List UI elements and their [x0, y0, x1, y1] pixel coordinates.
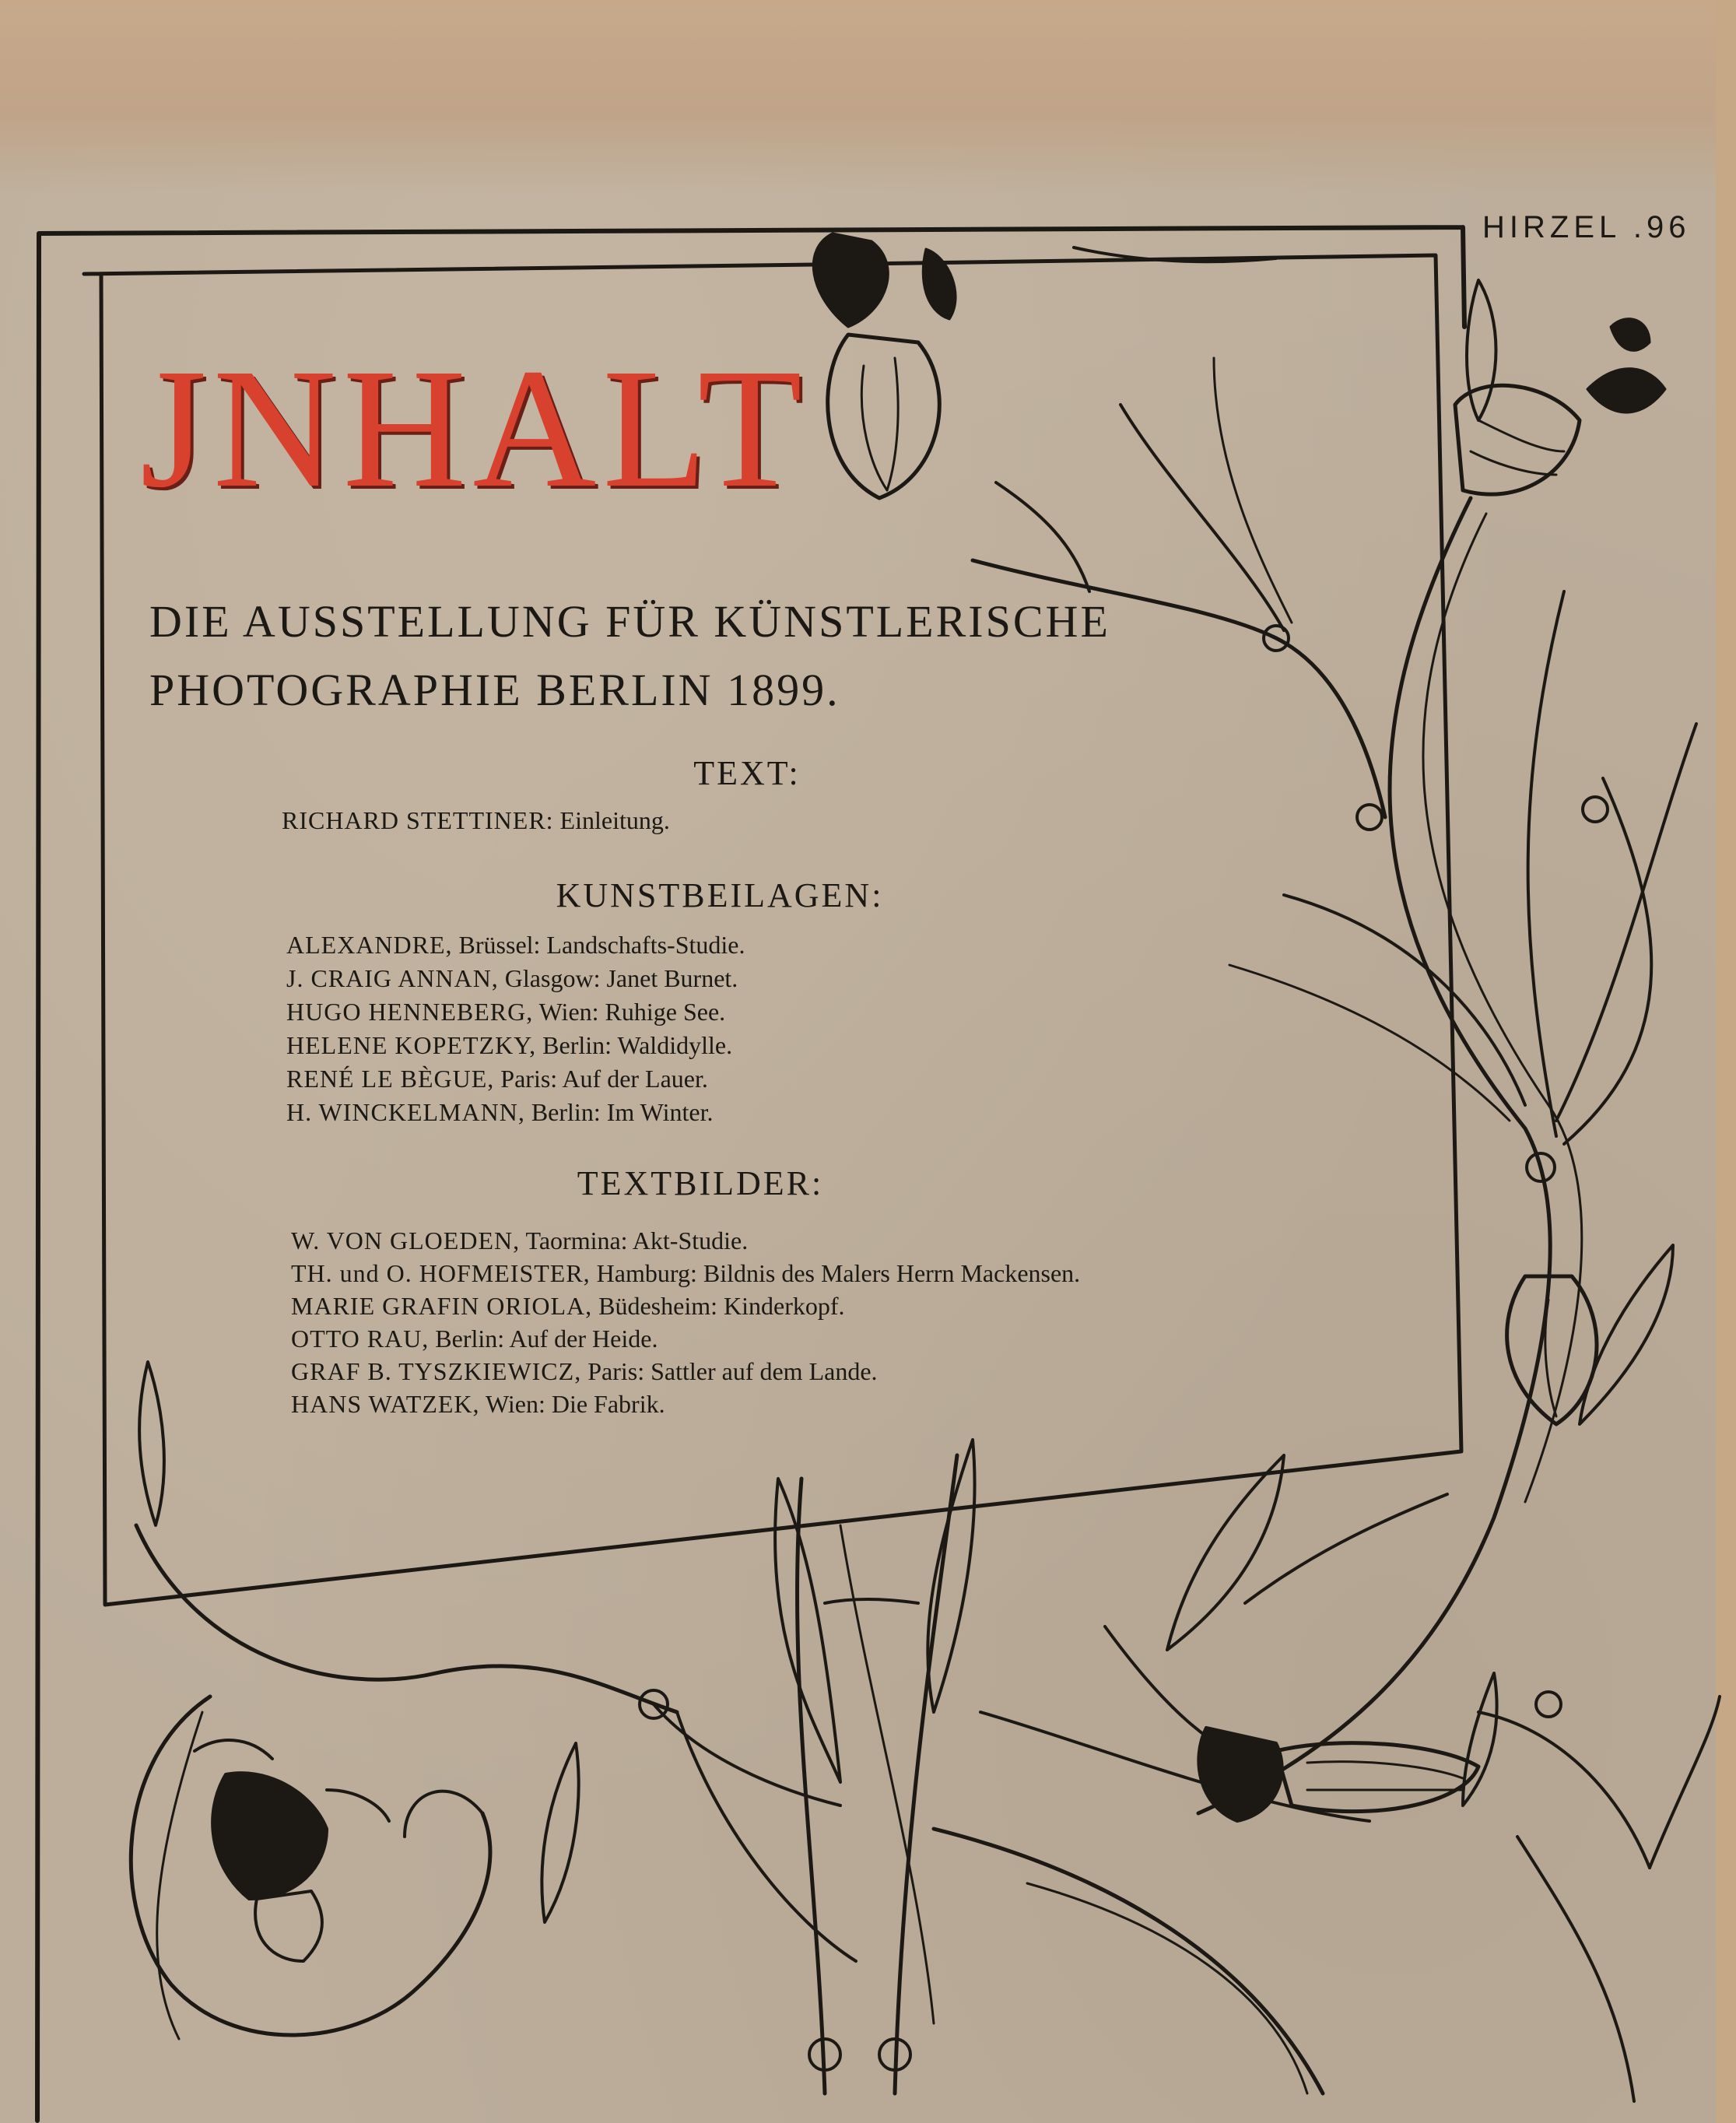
entry-author: TH. und O. HOFMEISTER,	[291, 1259, 591, 1287]
stem-node	[1583, 797, 1608, 822]
textbild-entry	[291, 1326, 658, 1351]
textbild-entry	[291, 1359, 878, 1384]
flower-bottom-left	[195, 1740, 389, 1961]
text-entry	[282, 808, 670, 833]
section-heading-textbilder: TEXTBILDER:	[577, 1164, 824, 1202]
section-heading-kunstbeilagen: KUNSTBEILAGEN:	[556, 876, 884, 914]
subtitle-line-1: DIE AUSSTELLUNG FÜR KÜNSTLERISCHE	[149, 596, 1110, 647]
entry-title: Paris: Sattler auf dem Lande.	[581, 1357, 878, 1385]
kunstbeilage-entry	[286, 1100, 713, 1125]
vine-lower-left-loop	[136, 1525, 677, 1712]
entry-author: RENÉ LE BÈGUE,	[286, 1065, 495, 1093]
entry-title: Büdesheim: Kinderkopf.	[592, 1292, 845, 1320]
kunstbeilage-entry	[286, 1033, 732, 1058]
subtitle-line-2: PHOTOGRAPHIE BERLIN 1899.	[149, 665, 840, 715]
entry-author: HELENE KOPETZKY,	[286, 1031, 537, 1059]
entry-title: Taormina: Akt-Studie.	[520, 1226, 749, 1254]
entry-author: MARIE GRAFIN ORIOLA,	[291, 1292, 593, 1320]
artist-signature: HIRZEL .96	[1482, 210, 1691, 244]
kunstbeilage-entry	[286, 999, 725, 1024]
entry-author: GRAF B. TYSZKIEWICZ,	[291, 1357, 582, 1385]
entry-author: ALEXANDRE,	[286, 931, 453, 959]
section-heading-text: TEXT:	[693, 754, 801, 792]
entry-title: Berlin: Im Winter.	[524, 1098, 714, 1126]
textbild-entry	[291, 1228, 748, 1253]
vine-bottom-stems	[797, 1479, 825, 2093]
vine-right-main	[1198, 498, 1550, 1813]
leaf	[928, 1440, 974, 1712]
flower-top-center	[828, 335, 940, 498]
textbild-entry	[291, 1391, 665, 1416]
stem-node	[1357, 805, 1382, 830]
entry-author: RICHARD STETTINER:	[282, 806, 554, 834]
stem-node	[1536, 1692, 1561, 1717]
entry-author: H. WINCKELMANN,	[286, 1098, 525, 1126]
entry-author: OTTO RAU,	[291, 1325, 430, 1353]
leaf	[542, 1743, 578, 1922]
entry-author: W. VON GLOEDEN,	[291, 1226, 521, 1254]
entry-title: Wien: Die Fabrik.	[479, 1390, 665, 1418]
entry-title: Paris: Auf der Lauer.	[494, 1065, 708, 1093]
entry-title: Brüssel: Landschafts-Studie.	[452, 931, 745, 959]
entry-author: J. CRAIG ANNAN,	[286, 964, 499, 992]
entry-title: Glasgow: Janet Burnet.	[498, 964, 738, 992]
kunstbeilage-entry	[286, 966, 738, 991]
leaf	[1463, 1673, 1497, 1805]
kunstbeilage-entry	[286, 1066, 708, 1091]
flower-bottom-right	[1198, 1728, 1478, 1821]
entry-author: HUGO HENNEBERG,	[286, 998, 534, 1026]
leaf	[1580, 1245, 1673, 1424]
textbild-entry	[291, 1261, 1080, 1286]
leaf	[139, 1362, 164, 1525]
kunstbeilage-entry	[286, 932, 745, 957]
page-title: JNHALT	[140, 333, 808, 523]
entry-title: Berlin: Auf der Heide.	[429, 1325, 658, 1353]
textbild-entry	[291, 1293, 845, 1318]
entry-author: HANS WATZEK,	[291, 1390, 480, 1418]
entry-title: Hamburg: Bildnis des Malers Herrn Mackensen.	[590, 1259, 1081, 1287]
entry-title: Wien: Ruhige See.	[533, 998, 726, 1026]
entry-title: Berlin: Waldidylle.	[536, 1031, 733, 1059]
entry-title: Einleitung.	[553, 806, 670, 834]
